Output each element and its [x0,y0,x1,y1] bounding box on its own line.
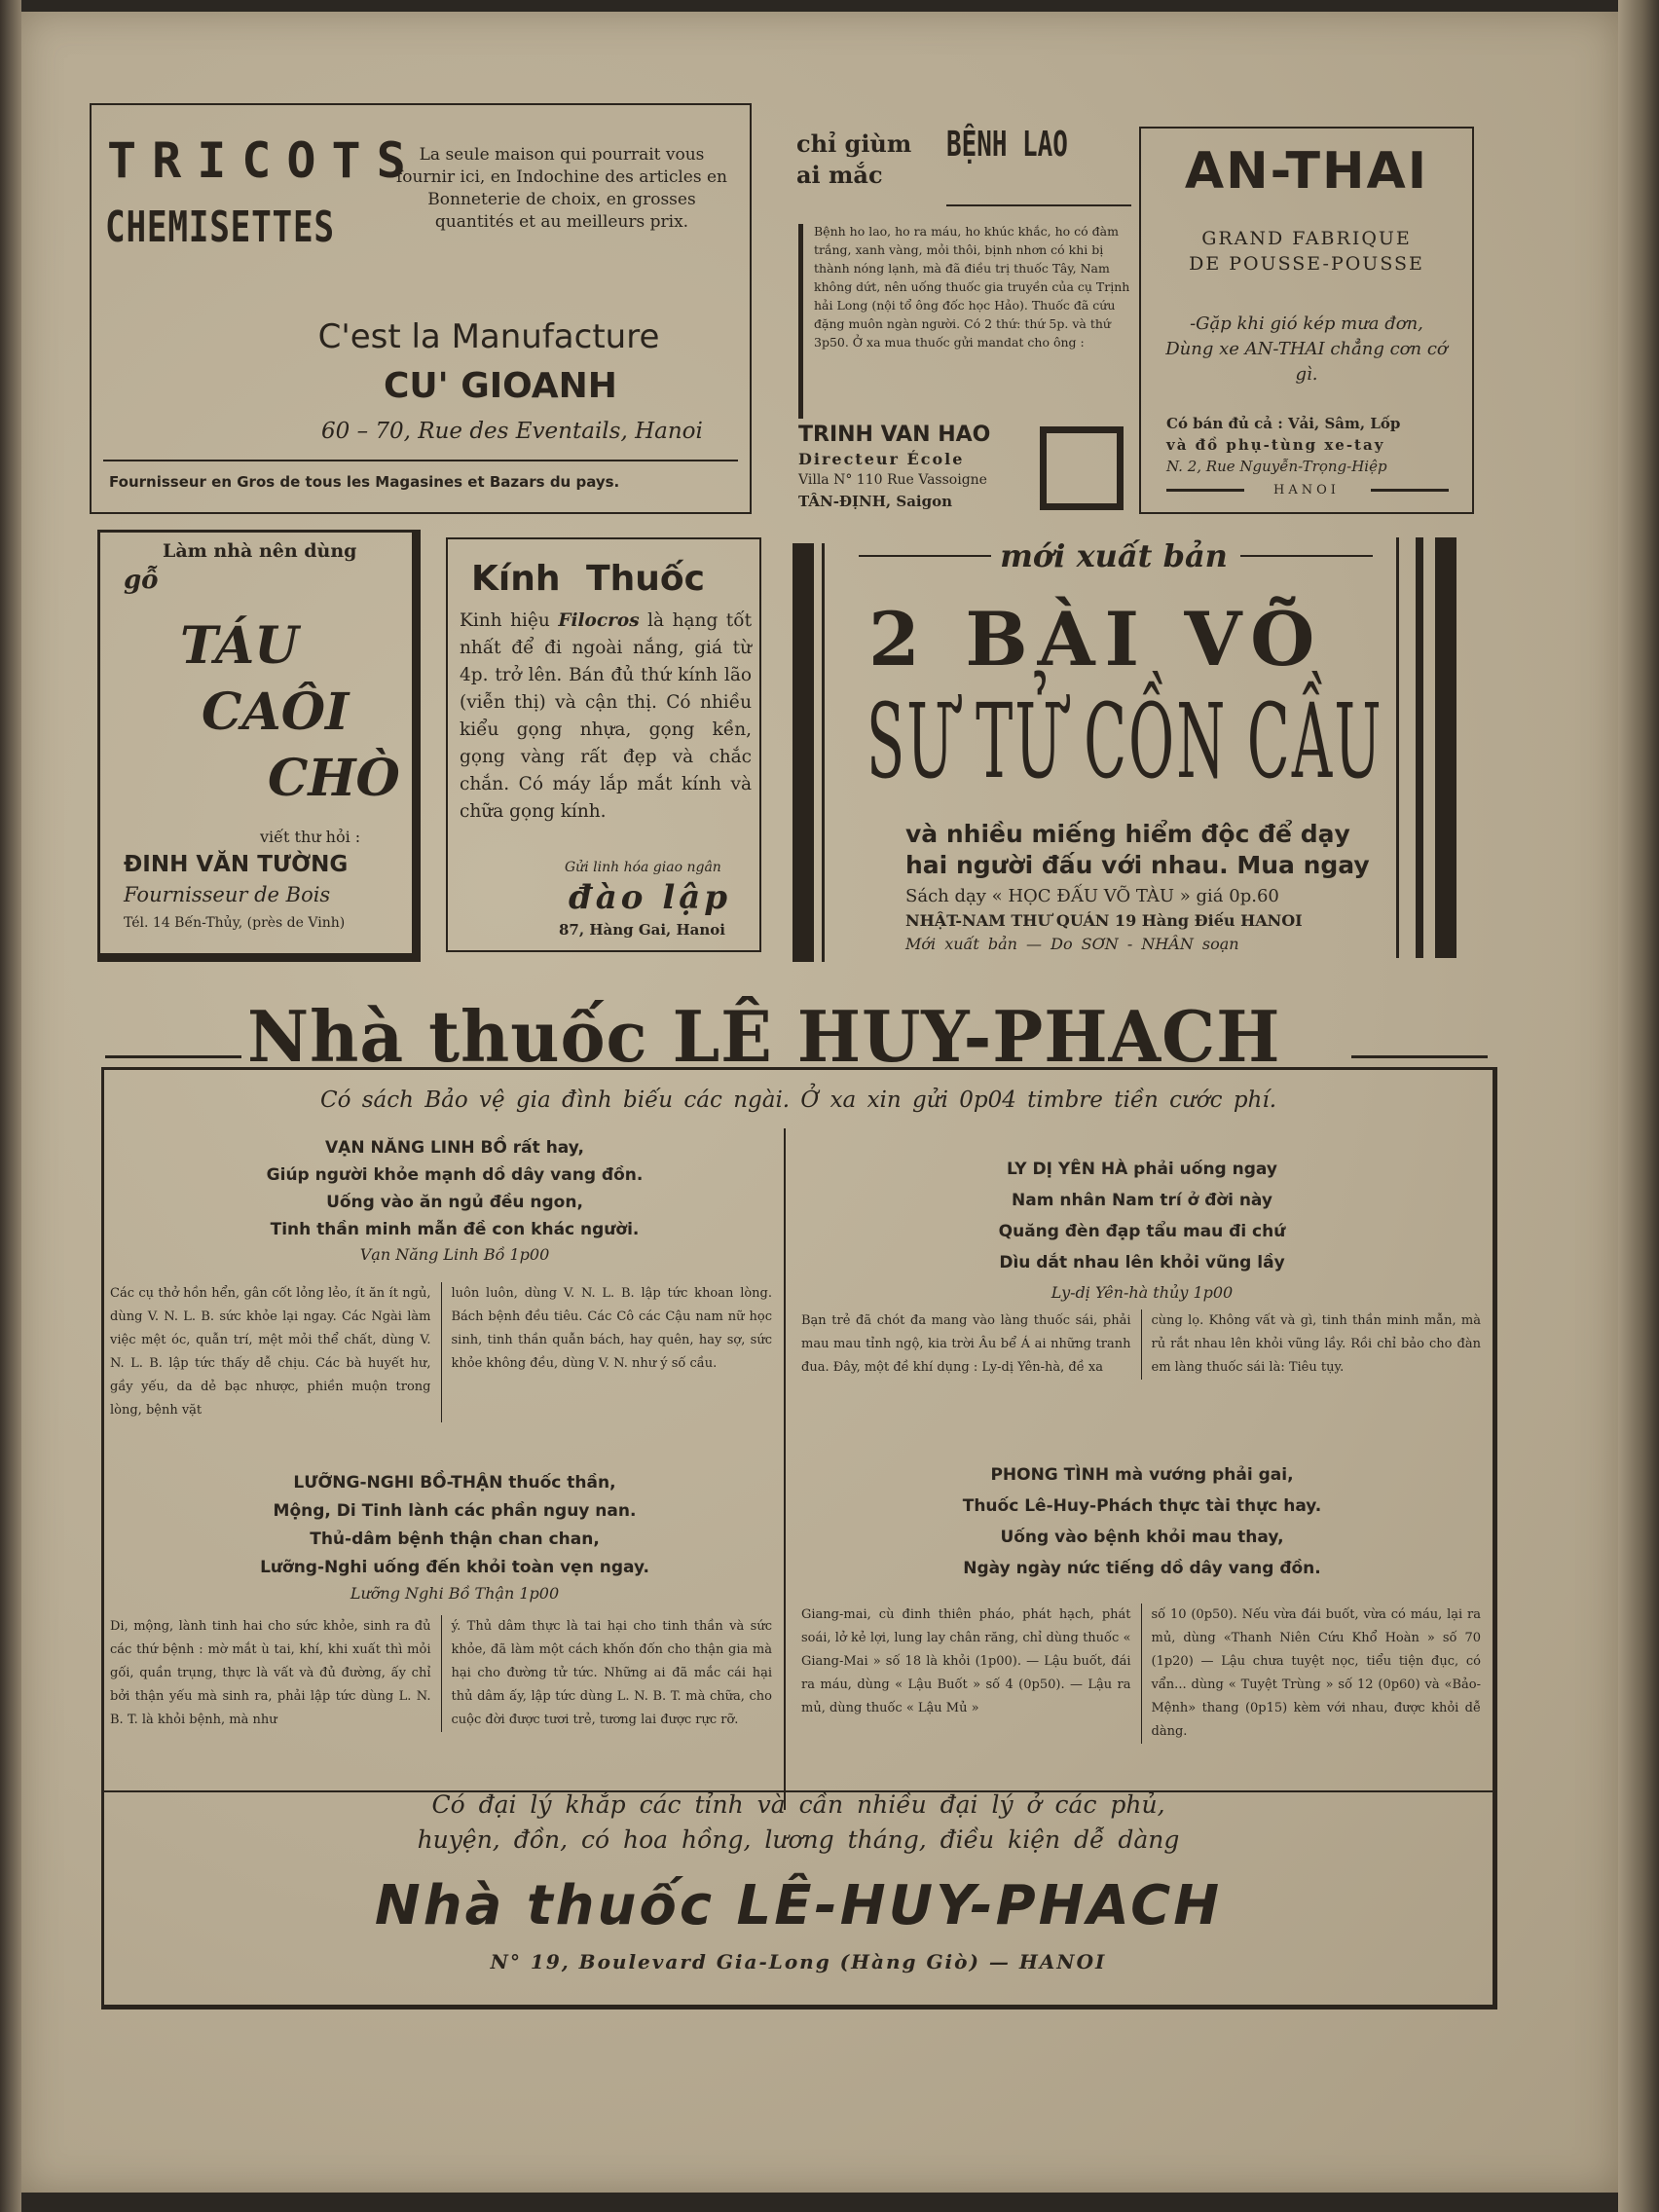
benhlao-city: TÂN-ĐỊNH, Saigon [798,493,953,510]
lhp-v3-caption: Lưỡng Nghi Bồ Thận 1p00 [350,1584,560,1603]
lhp-agents-2: huyện, đồn, có hoa hồng, lương tháng, điều kiện dễ dàng [417,1825,1180,1854]
benhlao-name: TRINH VAN HAO [798,423,991,447]
lhp-v1-caption: Vạn Năng Linh Bồ 1p00 [359,1245,550,1264]
benhlao-role: Directeur École [798,450,965,468]
lhp-v1-col1: Các cụ thở hồn hển, gân cốt lỏng lẻo, ít ăn ít ngủ, dùng V. N. L. B. sức khỏe lại ngay. Các Ngài làm việc mệt óc, quẫn trí, mệt mỏi thể chất, dùng V. N. L. B. lập tức thấy dễ chịu. Các bà huyết hư, gầy yếu, da dẻ bạc nhược, phiền muộn trong lòng, bệnh vặt [110,1286,431,1418]
anthai-title: AN-THAI [1184,142,1429,201]
baivo-desc-1: và nhiều miếng hiểm độc để dạy [905,820,1350,848]
lhp-v2-poem-1: Nam nhân Nam trí ở đời này [1012,1191,1272,1210]
lhp-v3 [143,1469,766,1605]
kinh-title: Kính Thuốc [471,559,705,599]
book-spine [0,0,21,2212]
taucaoi-l1: TÁU [180,616,299,676]
lhp-v2-col1: Bạn trẻ đã chót đa mang vào làng thuốc sái, phải mau mau tỉnh ngộ, kia trời Âu bể Á ai những tranh đua. Đây, một đề khí dụng : Ly-dị Yên-hà, đề xa [801,1313,1131,1375]
lhp-footer-address: N° 19, Boulevard Gia-Long (Hàng Giò) — HANOI [490,1950,1107,1973]
taucaoi-tel: Tél. 14 Bến-Thủy, (près de Vinh) [124,915,346,931]
lhp-v4-poem-1: Thuốc Lê-Huy-Phách thực tài thực hay. [962,1496,1322,1516]
lhp-v4-poem-0: PHONG TÌNH mà vướng phải gai, [990,1465,1294,1485]
lhp-v1-poem-3: Tinh thần minh mẫn đề con khác người. [270,1220,640,1239]
anthai-sub-2: DE POUSSE-POUSSE [1189,253,1424,275]
lhp-v4-col1: Giang-mai, cù đinh thiên pháo, phát hạch, phát soái, lở kẻ lợi, lung lay chân răng, chỉ dùng thuốc « Giang-Mai » số 18 là khỏi (1p00). — Lậu buốt, đái ra máu, dùng « Lậu Buốt » số 4 (0p50). — Lậu ra mủ, dùng thuốc « Lậu Mủ » [801,1607,1131,1715]
tricots-intro: La seule maison qui pourrait vous fournir ici, en Indochine des articles en Bonneterie de choix, en grosses quantités et au meilleurs prix. [396,145,727,232]
lhp-v4-poem-2: Uống vào bệnh khỏi mau thay, [1000,1528,1284,1547]
benhlao-body: Bệnh ho lao, ho ra máu, ho khúc khắc, ho có đàm trắng, xanh vàng, mỏi thôi, bịnh nhơn có khi bị thành nóng lạnh, mà đã điều trị thuốc Tây, Nam không dứt, nên uống thuốc gia truyền của cụ Trịnh hải Long (nội tổ ông đốc học Hảo). Thuốc đã cứu đặng muôn ngàn người. Có 2 thứ: thứ 5p. và thứ 3p50. Ở xa mua thuốc gửi mandat cho ông : [814,224,1130,350]
taucaoi-l3: CHÒ [268,749,400,808]
lhp-v4 [801,1459,1483,1584]
lhp-v4-col2: số 10 (0p50). Nếu vừa đái buốt, vừa có máu, lại ra mủ, dùng «Thanh Niên Cứu Khổ Hoàn » số 70 (1p20) — Lậu chưa tuyệt nọc, tiểu tiện đục, có vẩn... dùng « Tuyệt Trùng » số 12 (0p60) và «Bảo-Mệnh» thang (0p15) kèm với nhau, được khỏi dễ dàng. [1151,1607,1481,1739]
ad-benh-lao [793,119,1135,518]
lhp-v1-col2: luôn luôn, dùng V. N. L. B. lập tức khoan lòng. Bách bệnh đều tiêu. Các Cô các Cậu nam nữ học sinh, tinh thần quẫn bách, hay quên, hay sợ, sức khỏe không đều, dùng V. N. như ý số cầu. [451,1286,772,1371]
lhp-v3-col2: ý. Thủ dâm thực là tai hại cho tinh thần và sức khỏe, đã làm một cách khốn đốn cho thận gia mà hại cho đường tử tức. Những ai đã mắc cái hại thủ dâm ấy, lập tức dùng L. N. B. T. mà chữa, cho cuộc đời được tươi trẻ, tương lai được rực rỡ. [451,1619,772,1727]
lhp-v1-body [110,1282,772,1422]
taucaoi-role: Fournisseur de Bois [124,883,331,906]
lhp-v3-col1: Di, mộng, lành tinh hai cho sức khỏe, sinh ra đủ các thứ bệnh : mờ mắt ù tai, khí, khi xuất thì mỏi gối, quần trụng, thực là vất và đủ đường, ấy chỉ bởi thận yếu mà sinh ra, phải lập tức dùng L. N. B. T. là khỏi bệnh, mà như [110,1619,431,1727]
baivo-new: mới xuất bản [1000,537,1228,574]
anthai-slogan-1: -Gặp khi gió kép mưa đơn, [1190,313,1423,334]
baivo-book: Sách dạy « HỌC ĐẤU VÕ TÀU » giá 0p.60 [905,886,1279,906]
lhp-v2 [801,1154,1483,1308]
lhp-v1-poem-0: VẠN NĂNG LINH BỒ rất hay, [325,1138,584,1158]
lhp-v2-caption: Ly-dị Yên-hà thủy 1p00 [1051,1283,1234,1302]
lhp-v2-col2: cùng lọ. Không vất và gì, tinh thần minh mẫn, mà rủ rắt nhau lên khỏi vũng lầy. Rồi chỉ bảo cho đàn em làng thuốc sái là: Tiêu tụy. [1151,1313,1481,1375]
tricots-address: 60 – 70, Rue des Eventails, Hanoi [321,419,703,444]
tricots-manufacture: C'est la Manufacture [317,317,660,356]
anthai-sells-2: và đồ phụ-tùng xe-tay [1166,436,1385,454]
lhp-agents-1: Có đại lý khắp các tỉnh và cần nhiều đại lý ở các phủ, [431,1790,1165,1819]
lhp-intro: Có sách Bảo vệ gia đình biếu các ngài. Ở xa xin gửi 0p04 timbre tiền cước phí. [319,1088,1277,1113]
benhlao-lead: chỉ giùm ai mắc [796,129,912,189]
lhp-v1-poem-2: Uống vào ăn ngủ đều ngon, [326,1193,583,1212]
benhlao-villa: Villa N° 110 Rue Vassoigne [798,472,987,488]
taucaoi-l2: CAÔI [202,682,350,742]
taucaoi-write: viết thư hỏi : [260,828,361,846]
ad-tricots [90,103,752,514]
tricots-title-1: TRICOTS [107,132,422,189]
lhp-footer-name: Nhà thuốc LÊ-HUY-PHACH [374,1874,1223,1937]
kinh-body-text: là hạng tốt nhất để đi ngoài nắng, giá từ 4p. trở lên. Bán đủ thứ kính lão (viễn thị) và cận thị. Có nhiều kiểu gọng nhựa, gọng kền, gọng vàng rất đẹp và chắc chắn. Có máy lắp mắt kính và chữa gọng kính. [460,610,752,822]
kinh-name: đào lập [569,878,732,917]
lhp-v3-body [110,1615,772,1732]
ad-kinh-thuoc [446,537,761,952]
lhp-v4-poem-3: Ngày ngày nức tiếng dồ dây vang đồn. [963,1559,1321,1578]
kinh-address: 87, Hàng Gai, Hanoi [559,921,725,939]
tricots-footer: Fournisseur en Gros de tous les Magasines et Bazars du pays. [109,473,620,491]
ad-tau-caoi-cho [97,530,421,962]
lhp-v4-body [801,1604,1481,1744]
lhp-v2-poem-3: Dìu dắt nhau lên khỏi vũng lầy [999,1253,1285,1272]
baivo-subtitle: SƯ TỬ CỒN CẦU [866,682,1383,801]
benhlao-seal [1040,426,1124,510]
lhp-v3-poem-1: Mộng, Di Tinh lành các phần nguy nan. [273,1501,637,1521]
ad-an-thai [1139,127,1474,514]
anthai-address: N. 2, Rue Nguyễn-Trọng-Hiệp [1166,458,1387,475]
anthai-city: HANOI [1273,483,1340,498]
kinh-body-pre: Kinh hiệu [460,610,559,631]
benhlao-title: BỆNH LAO [946,125,1068,165]
tricots-title-2: CHEMISETTES [105,203,335,252]
lhp-heading: Nhà thuốc LÊ HUY-PHACH [247,995,1281,1078]
anthai-sub-1: GRAND FABRIQUE [1201,228,1412,249]
lhp-v2-poem-0: LY DỊ YÊN HÀ phải uống ngay [1007,1160,1277,1179]
kinh-body [460,608,752,826]
kinh-note: Gửi linh hóa giao ngân [565,860,721,875]
baivo-desc-2: hai người đấu với nhau. Mua ngay [905,851,1370,879]
lhp-v3-poem-2: Thủ-dâm bệnh thận chan chan, [310,1530,600,1549]
taucaoi-lead: Làm nhà nên dùng [163,540,357,562]
taucaoi-name: ĐINH VĂN TƯỜNG [124,852,349,877]
ad-le-huy-phach [101,1067,1497,2009]
lhp-v2-body [801,1309,1481,1380]
lhp-v3-poem-0: LƯỠNG-NGHI BỒ-THẬN thuốc thần, [293,1473,616,1493]
baivo-footer: Mới xuất bản — Do SƠN - NHÂN soạn [905,935,1239,953]
page-edge [1618,0,1659,2212]
taucaoi-go: gỗ [124,566,159,595]
ad-bai-vo [793,537,1486,972]
anthai-slogan-2: Dùng xe AN-THAI chẳng cơn cớ gì. [1165,339,1448,385]
tricots-name: CU' GIOANH [384,366,617,406]
anthai-sells-1: Có bán đủ cả : Vải, Sâm, Lốp [1166,415,1401,432]
baivo-title: 2 BÀI VÕ [868,596,1325,682]
lhp-v3-poem-3: Lưỡng-Nghi uống đến khỏi toàn vẹn ngay. [260,1558,649,1577]
lhp-v1-poem-1: Giúp người khỏe mạnh dồ dây vang đồn. [266,1165,644,1185]
baivo-publisher: NHẬT-NAM THƯ QUÁN 19 Hàng Điếu HANOI [905,911,1303,930]
lhp-v1 [143,1134,766,1267]
newspaper-page [21,12,1618,2193]
kinh-brand: Filocros [558,610,640,631]
lhp-v2-poem-2: Quăng đèn đạp tẩu mau đi chứ [998,1222,1286,1241]
